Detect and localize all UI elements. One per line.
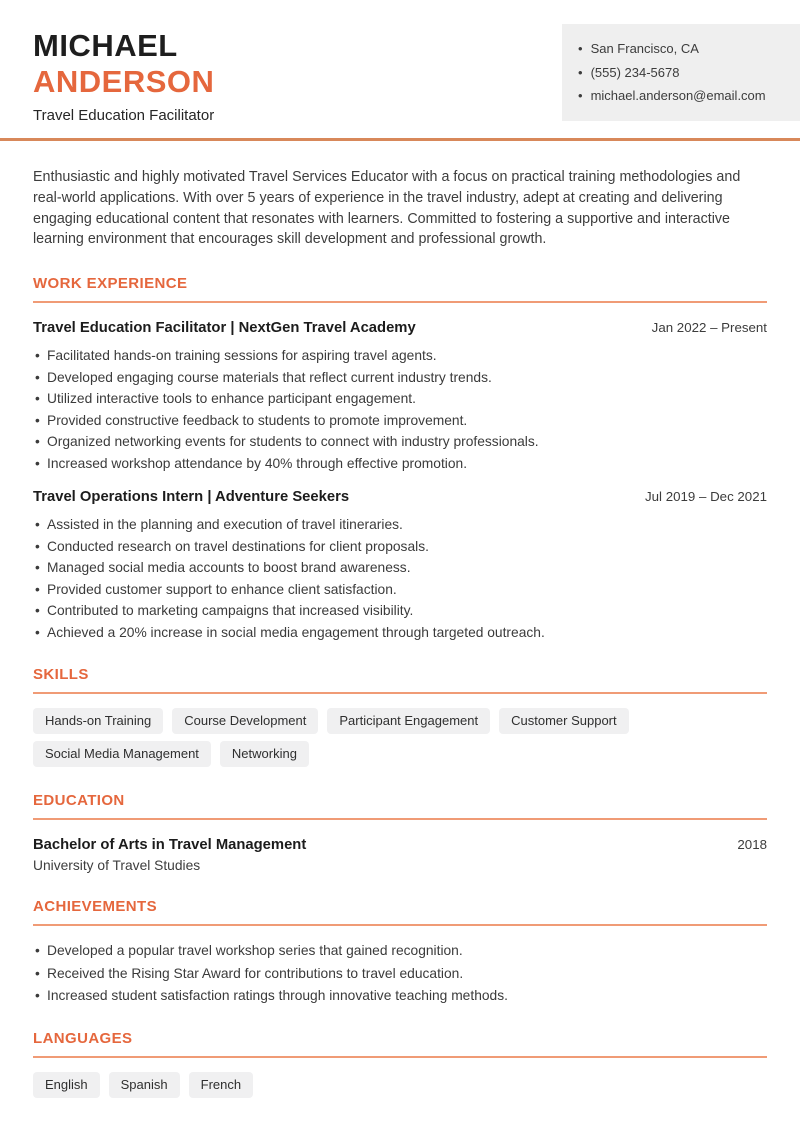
skill-tag: Networking [220, 741, 309, 767]
job-dates: Jan 2022 – Present [651, 320, 767, 336]
bullet-item: • Managed social media accounts to boost brand awareness. [33, 560, 767, 577]
education-degree: Bachelor of Arts in Travel Management [33, 837, 307, 854]
contact-list [578, 37, 786, 108]
bullet-item: • Received the Rising Star Award for contributions to travel education. [33, 966, 767, 983]
achievements-list [33, 943, 767, 1005]
job-title: Travel Operations Intern | Adventure Seekers [33, 489, 350, 506]
last-name: ANDERSON [33, 64, 215, 99]
section-work-experience [33, 275, 767, 641]
skill-tag: Hands-on Training [33, 708, 163, 734]
education-year: 2018 [737, 837, 767, 853]
bullet-item: • Utilized interactive tools to enhance participant engagement. [33, 391, 767, 408]
work-experience-heading: WORK EXPERIENCE [33, 275, 767, 303]
person-job-title: Travel Education Facilitator [33, 107, 215, 124]
skills-heading: SKILLS [33, 666, 767, 694]
bullet-item: • Facilitated hands-on training sessions for aspiring travel agents. [33, 348, 767, 365]
job-bullet-list [33, 517, 767, 641]
job-title: Travel Education Facilitator | NextGen Travel Academy [33, 320, 416, 337]
job-header [33, 320, 767, 336]
section-education [33, 792, 767, 873]
bullet-item: • Contributed to marketing campaigns that increased visibility. [33, 603, 767, 620]
education-entry [33, 837, 767, 873]
education-header [33, 837, 767, 853]
job-dates: Jul 2019 – Dec 2021 [645, 489, 767, 505]
job-entry [33, 489, 767, 641]
languages-tag-list [33, 1072, 767, 1098]
skills-tag-list [33, 708, 767, 767]
bullet-item: • Assisted in the planning and execution of travel itineraries. [33, 517, 767, 534]
section-skills [33, 666, 767, 767]
bullet-item: • Conducted research on travel destinations for client proposals. [33, 539, 767, 556]
first-name: MICHAEL [33, 28, 178, 63]
job-header [33, 489, 767, 505]
resume-header [0, 0, 800, 124]
education-heading: EDUCATION [33, 792, 767, 820]
bullet-item: • Increased student satisfaction ratings through innovative teaching methods. [33, 988, 767, 1005]
language-tag: French [189, 1072, 253, 1098]
education-school: University of Travel Studies [33, 858, 201, 874]
bullet-item: • Increased workshop attendance by 40% through effective promotion. [33, 456, 767, 473]
bullet-item: • Organized networking events for students to connect with industry professionals. [33, 434, 767, 451]
language-tag: Spanish [109, 1072, 180, 1098]
job-entry [33, 320, 767, 472]
resume-body [0, 167, 800, 1148]
bullet-item: • Developed engaging course materials that reflect current industry trends. [33, 370, 767, 387]
bullet-item: • Developed a popular travel workshop series that gained recognition. [33, 943, 767, 960]
bullet-item: • Provided constructive feedback to students to promote improvement. [33, 413, 767, 430]
skill-tag: Course Development [172, 708, 318, 734]
language-tag: English [33, 1072, 100, 1098]
skill-tag: Customer Support [499, 708, 629, 734]
section-languages [33, 1030, 767, 1098]
languages-heading: LANGUAGES [33, 1030, 767, 1058]
contact-email: • michael.anderson@email.com [578, 84, 786, 108]
job-bullet-list [33, 348, 767, 472]
skill-tag: Social Media Management [33, 741, 211, 767]
contact-phone: • (555) 234-5678 [578, 61, 786, 85]
skill-tag: Participant Engagement [327, 708, 490, 734]
achievements-heading: ACHIEVEMENTS [33, 898, 767, 926]
header-divider [0, 138, 800, 141]
section-achievements [33, 898, 767, 1005]
bullet-item: • Provided customer support to enhance client satisfaction. [33, 582, 767, 599]
contact-box [562, 24, 800, 121]
bullet-item: • Achieved a 20% increase in social media engagement through targeted outreach. [33, 625, 767, 642]
summary-paragraph: Enthusiastic and highly motivated Travel Services Educator with a focus on practical training methodologies and real-world applications. With over 5 years of experience in the travel industry, adept at creating and delivering engaging educational content that resonates with learners. Committed to fostering a supportive and interactive learning environment that encourages skill development and professional growth. [33, 169, 741, 248]
contact-location: • San Francisco, CA [578, 37, 786, 61]
